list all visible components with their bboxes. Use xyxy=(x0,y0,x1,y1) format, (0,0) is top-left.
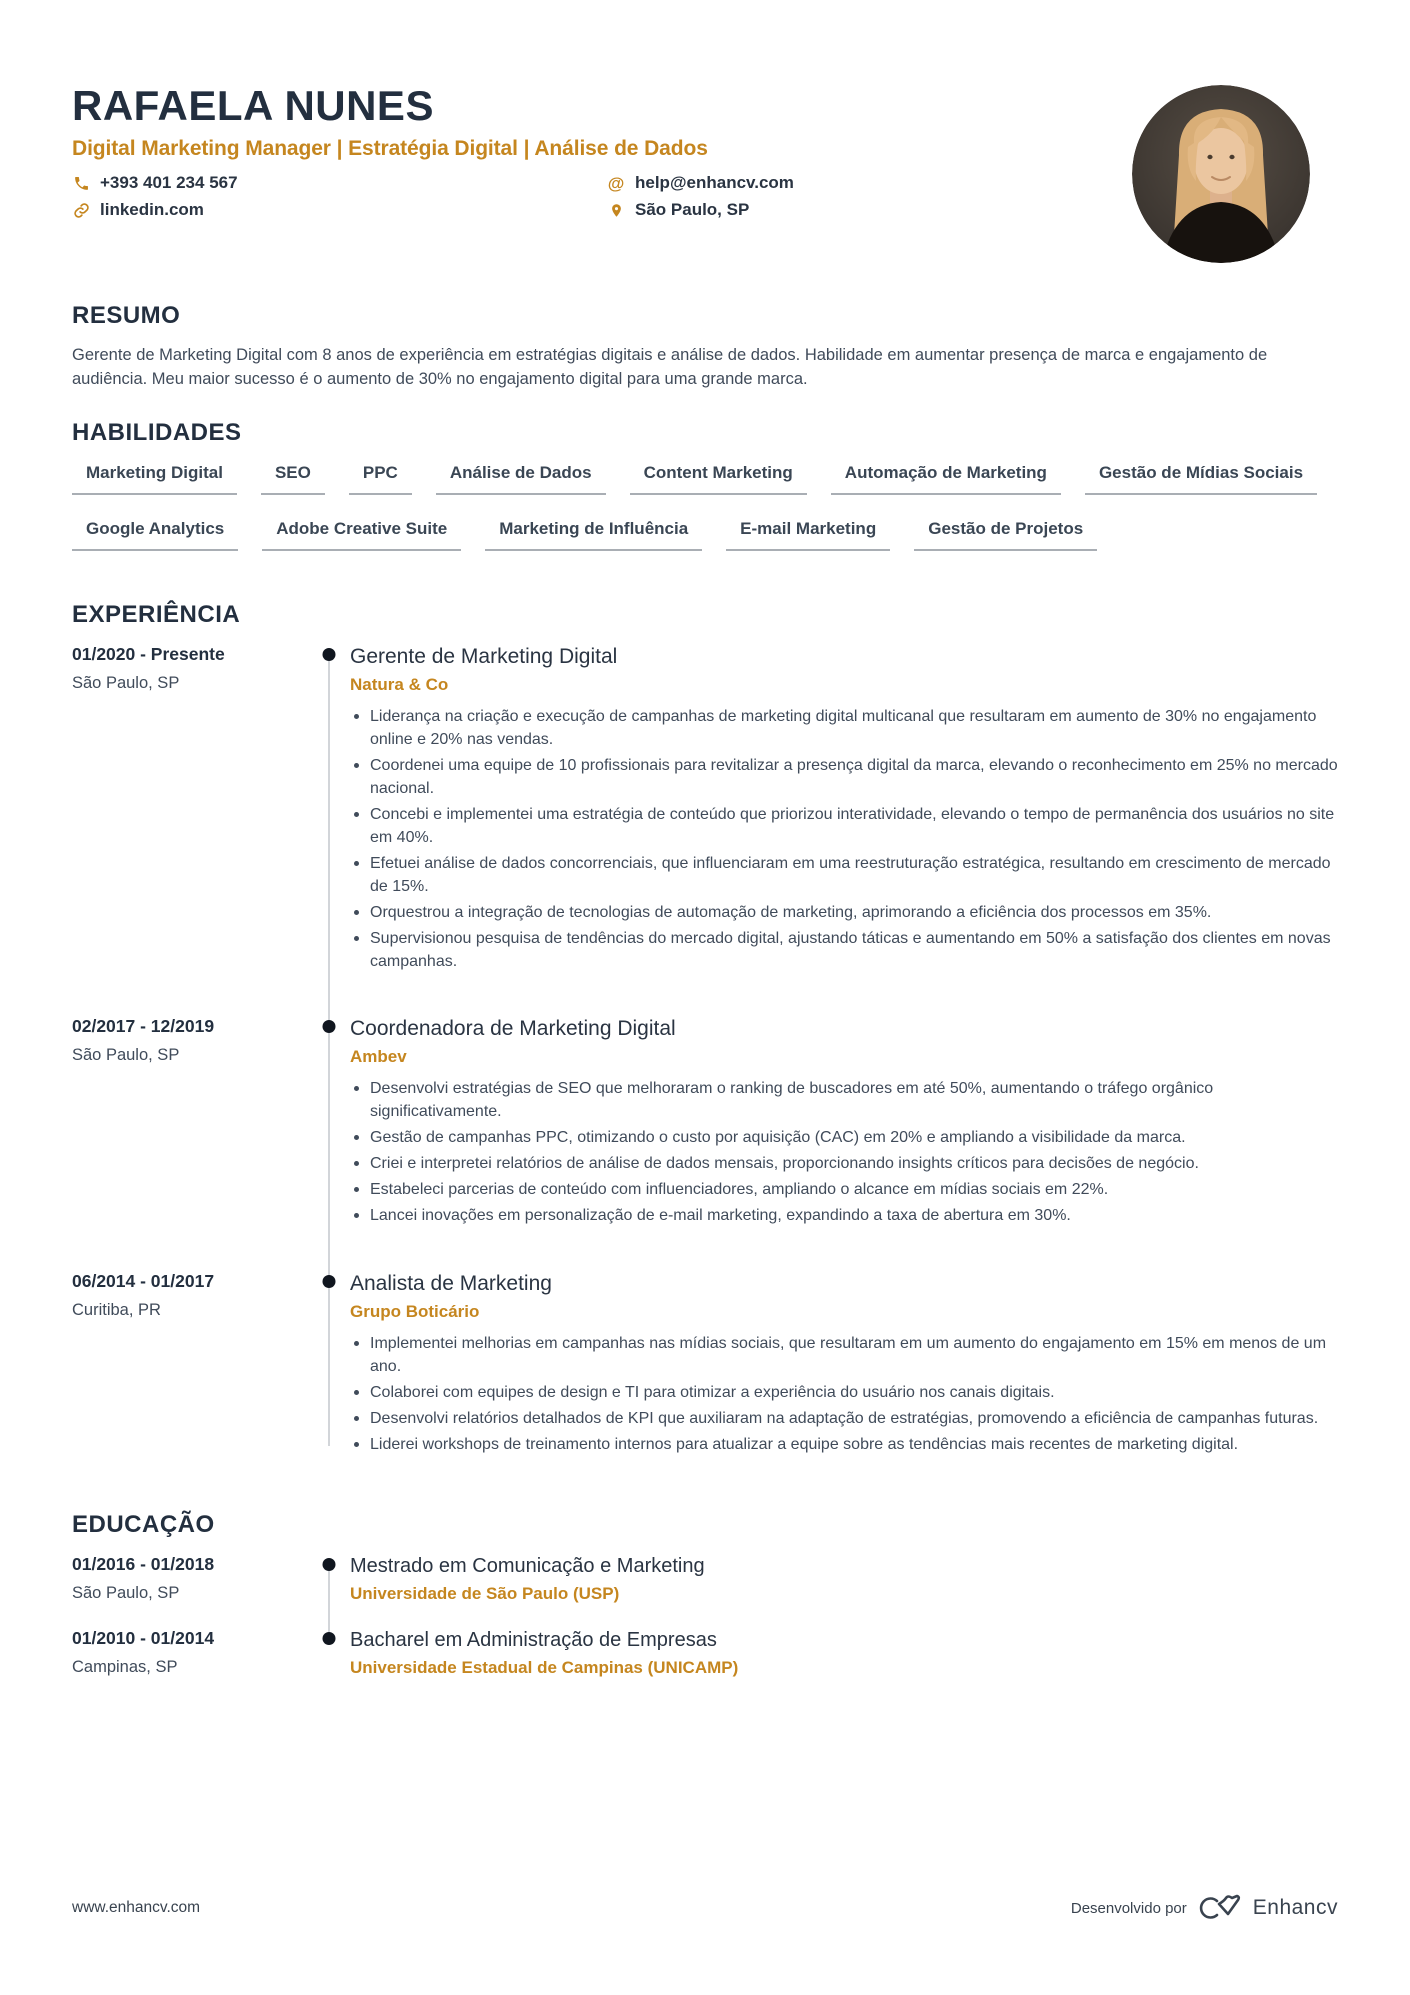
email-address[interactable]: help@enhancv.com xyxy=(635,173,794,193)
profile-photo xyxy=(1132,85,1310,263)
job-title: Coordenadora de Marketing Digital xyxy=(350,1017,676,1041)
job-bullets xyxy=(350,705,1338,973)
contact-email[interactable] xyxy=(607,173,972,193)
skill-item: Marketing Digital xyxy=(72,463,237,495)
skill-item: Gestão de Mídias Sociais xyxy=(1085,463,1317,495)
bullet: Coordenei uma equipe de 10 profissionais para revitalizar a presença digital da marca, elevando o reconhecimento em 25% no mercado nacional. xyxy=(350,754,1338,800)
skill-item: Marketing de Influência xyxy=(485,519,702,551)
bullet: Gestão de campanhas PPC, otimizando o custo por aquisição (CAC) em 20% e ampliando a visibilidade da marca. xyxy=(350,1126,1338,1149)
bullet: Lancei inovações em personalização de e-mail marketing, expandindo a taxa de abertura em 30%. xyxy=(350,1204,1338,1227)
habilidades-heading: HABILIDADES xyxy=(72,418,242,446)
job-title: Gerente de Marketing Digital xyxy=(350,644,618,668)
bullet: Liderança na criação e execução de campanhas de marketing digital multicanal que resultaram em aumento de 30% no engajamento online e 20% nas vendas. xyxy=(350,705,1338,751)
bullet: Liderei workshops de treinamento internos para atualizar a equipe sobre as tendências mais recentes de marketing digital. xyxy=(350,1433,1338,1456)
timeline-line xyxy=(328,1571,330,1632)
company-name: Ambev xyxy=(350,1047,407,1067)
entry-dates: 02/2017 - 12/2019 xyxy=(72,1016,215,1037)
at-icon: @ xyxy=(607,173,625,193)
contact-link[interactable] xyxy=(72,200,607,220)
entry-location: São Paulo, SP xyxy=(72,1046,180,1065)
entry-meta xyxy=(72,644,308,977)
timeline xyxy=(308,1554,350,1604)
enhancv-logo xyxy=(1197,1893,1243,1923)
experience-entry xyxy=(72,644,1338,977)
skill-item: Google Analytics xyxy=(72,519,238,551)
entry-location: Campinas, SP xyxy=(72,1657,178,1676)
education-entry xyxy=(72,1628,1338,1678)
contact-location xyxy=(607,200,972,220)
entry-body xyxy=(350,1628,1338,1678)
educacao-heading: EDUCAÇÃO xyxy=(72,1510,215,1538)
company-name: Natura & Co xyxy=(350,674,449,694)
skill-item: Automação de Marketing xyxy=(831,463,1061,495)
bullet: Desenvolvi estratégias de SEO que melhoraram o ranking de buscadores em até 50%, aumentando o tráfego orgânico significativamente. xyxy=(350,1077,1338,1123)
bullet: Concebi e implementei uma estratégia de conteúdo que priorizou interatividade, elevando o tempo de permanência dos usuários no site em 40%. xyxy=(350,803,1338,849)
entry-location: Curitiba, PR xyxy=(72,1300,161,1319)
section-educacao xyxy=(72,1511,1338,1678)
job-bullets xyxy=(350,1332,1338,1456)
timeline-dot xyxy=(323,1275,336,1288)
link-icon xyxy=(72,201,90,219)
entry-dates: 01/2010 - 01/2014 xyxy=(72,1627,215,1648)
degree-title: Bacharel em Administração de Empresas xyxy=(350,1628,717,1651)
entry-meta xyxy=(72,1628,308,1678)
location-text: São Paulo, SP xyxy=(635,200,750,220)
school-name: Universidade Estadual de Campinas (UNICAMP) xyxy=(350,1657,739,1677)
timeline-dot xyxy=(323,1558,336,1571)
timeline xyxy=(308,644,350,977)
section-experiencia xyxy=(72,601,1338,1459)
bullet: Estabeleci parcerias de conteúdo com influenciadores, ampliando o alcance em mídias sociais em 22%. xyxy=(350,1178,1338,1201)
timeline-line xyxy=(328,1288,330,1446)
skill-item: Gestão de Projetos xyxy=(914,519,1097,551)
skill-item: PPC xyxy=(349,463,412,495)
timeline-line xyxy=(328,661,330,1032)
person-headline: Digital Marketing Manager | Estratégia Digital | Análise de Dados xyxy=(72,137,708,161)
location-icon xyxy=(607,201,625,219)
footer-website[interactable]: www.enhancv.com xyxy=(72,1899,201,1916)
footer xyxy=(72,1893,1338,1923)
entry-meta xyxy=(72,1016,308,1230)
company-name: Grupo Boticário xyxy=(350,1301,480,1321)
entry-location: São Paulo, SP xyxy=(72,1583,180,1602)
section-resumo xyxy=(72,302,1338,392)
brand-name: Enhancv xyxy=(1252,1896,1338,1919)
entry-body xyxy=(350,1271,1338,1459)
timeline-line xyxy=(328,1033,330,1285)
entry-dates: 01/2016 - 01/2018 xyxy=(72,1553,215,1574)
contact-info xyxy=(72,173,972,220)
timeline xyxy=(308,1016,350,1230)
phone-number: +393 401 234 567 xyxy=(100,173,238,193)
section-habilidades xyxy=(72,419,1338,551)
timeline-dot xyxy=(323,1632,336,1645)
timeline-dot xyxy=(323,1020,336,1033)
job-title: Analista de Marketing xyxy=(350,1271,552,1295)
timeline xyxy=(308,1271,350,1459)
experiencia-heading: EXPERIÊNCIA xyxy=(72,600,241,628)
entry-body xyxy=(350,644,1338,977)
skill-item: SEO xyxy=(261,463,325,495)
header xyxy=(72,84,1338,220)
entry-meta xyxy=(72,1271,308,1459)
experience-entry xyxy=(72,1016,1338,1230)
education-entry xyxy=(72,1554,1338,1604)
developed-by-label: Desenvolvido por xyxy=(1070,1899,1187,1917)
skills-list xyxy=(72,463,1338,551)
entry-body xyxy=(350,1554,1338,1604)
bullet: Colaborei com equipes de design e TI para otimizar a experiência do usuário nos canais digitais. xyxy=(350,1381,1338,1404)
contact-phone xyxy=(72,173,607,193)
resumo-text: Gerente de Marketing Digital com 8 anos de experiência em estratégias digitais e análise de dados. Habilidade em aumentar presença de marca e engajamento de audiência. Meu maior sucesso é o aumento de 30% no engajamento digital para uma grande marca. xyxy=(72,346,1268,389)
entry-meta xyxy=(72,1554,308,1604)
linkedin-url[interactable]: linkedin.com xyxy=(100,200,204,220)
degree-title: Mestrado em Comunicação e Marketing xyxy=(350,1554,705,1577)
entry-dates: 01/2020 - Presente xyxy=(72,643,225,664)
timeline xyxy=(308,1628,350,1678)
entry-location: São Paulo, SP xyxy=(72,673,180,692)
timeline-dot xyxy=(323,648,336,661)
resumo-heading: RESUMO xyxy=(72,302,181,330)
bullet: Desenvolvi relatórios detalhados de KPI que auxiliaram na adaptação de estratégias, promovendo a eficiência de campanhas futuras. xyxy=(350,1407,1338,1430)
skill-item: E-mail Marketing xyxy=(726,519,890,551)
skill-item: Adobe Creative Suite xyxy=(262,519,461,551)
skill-item: Content Marketing xyxy=(630,463,807,495)
bullet: Orquestrou a integração de tecnologias de automação de marketing, aprimorando a eficiência dos processos em 35%. xyxy=(350,901,1338,924)
bullet: Supervisionou pesquisa de tendências do mercado digital, ajustando táticas e aumentando em 50% a satisfação dos clientes em novas campanhas. xyxy=(350,927,1338,973)
school-name: Universidade de São Paulo (USP) xyxy=(350,1583,620,1603)
skill-item: Análise de Dados xyxy=(436,463,606,495)
footer-brand[interactable] xyxy=(1071,1893,1338,1923)
entry-body xyxy=(350,1016,1338,1230)
bullet: Criei e interpretei relatórios de análise de dados mensais, proporcionando insights críticos para decisões de negócio. xyxy=(350,1152,1338,1175)
job-bullets xyxy=(350,1077,1338,1227)
entry-dates: 06/2014 - 01/2017 xyxy=(72,1270,215,1291)
experience-entry xyxy=(72,1271,1338,1459)
bullet: Efetuei análise de dados concorrenciais, que influenciaram em uma reestruturação estratégica, resultando em crescimento de mercado de 15%. xyxy=(350,852,1338,898)
bullet: Implementei melhorias em campanhas nas mídias sociais, que resultaram em um aumento do engajamento em 15% em menos de um ano. xyxy=(350,1332,1338,1378)
phone-icon xyxy=(72,174,90,192)
person-name: RAFAELA NUNES xyxy=(72,82,434,129)
